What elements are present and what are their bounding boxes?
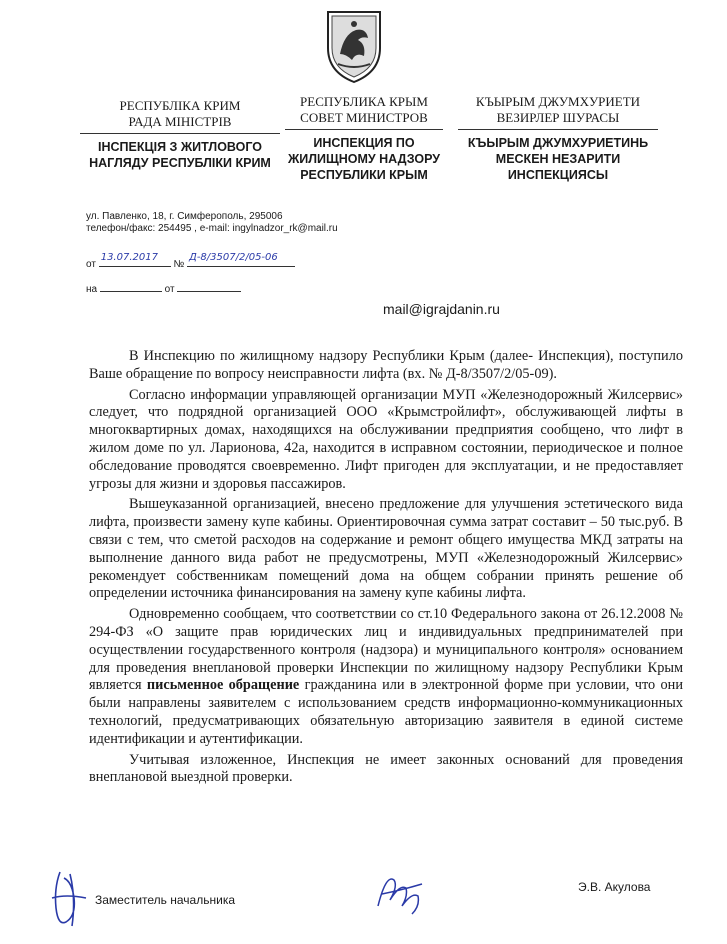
header-right-line2: ВЕЗИРЛЕР ШУРАСЫ xyxy=(496,110,620,125)
header-middle-line1: РЕСПУБЛИКА КРЫМ xyxy=(300,94,428,109)
header-left-inspection: ІНСПЕКЦІЯ З ЖИТЛОВОГО НАГЛЯДУ РЕСПУБЛІКИ КРИМ xyxy=(89,140,271,170)
ref-from2-label: от xyxy=(164,284,175,295)
ref-number-label: № xyxy=(173,259,185,270)
paragraph-2: Согласно информации управляющей организации МУП «Железнодорожный Жилсервис» следует, что подрядной организацией ООО «Крымстройлифт», обслуживающей лифты в многоквартирных домах, находящихся на обслуживании предприятия сообщено, что лифт в жилом доме по ул. Ларионова, 42а, находится в исправном состоянии, периодическое и полное обследование проводятся своевременно. Лифт пригоден для эксплуатации, и не предоставляет угрозы для жизни и здоровья пассажиров. xyxy=(89,386,683,492)
paragraph-4 xyxy=(89,606,683,748)
ref-from-label: от xyxy=(86,259,96,270)
address-line: ул. Павленко, 18, г. Симферополь, 295006 xyxy=(86,211,283,222)
blank-line xyxy=(100,281,162,292)
signatory-title: Заместитель начальника xyxy=(95,893,236,907)
header-right xyxy=(458,94,658,183)
header-middle xyxy=(285,94,443,183)
header-left-line2: РАДА МІНІСТРІВ xyxy=(128,114,232,129)
ref-on-label: на xyxy=(86,284,98,295)
header-left xyxy=(80,98,280,171)
ref-date: 13.07.2017 xyxy=(100,252,158,263)
letter-body xyxy=(89,348,683,790)
signatory-name: Э.В. Акулова xyxy=(578,880,651,894)
paragraph-4-text-a: Одновременно сообщаем, что соответствии со ст.10 Федерального закона от 26.12.2008 № 294-ФЗ «О защите прав юридических лиц и индивидуальных предпринимателей при осуществлении государственного контроля (надзора) и муниципального контроля» основанием для проведения внеплановой проверки Инспекции по жилищному надзору Республики Крым является xyxy=(89,606,683,694)
paragraph-5: Учитывая изложенное, Инспекция не имеет законных оснований для проведения внеплановой выездной проверки. xyxy=(89,751,683,786)
divider xyxy=(285,129,443,130)
paragraph-3: Вышеуказанной организацией, внесено предложение для улучшения эстетического вида лифта, произвести замену купе кабины. Ориентировочная сумма затрат составит – 50 тыс.руб. В связи с тем, что сметой расходов на содержание и ремонт общего имущества МКД затраты на выполнение данного вида работ не предусмотрены, МУП «Железнодорожный Жилсервис» рекомендует собственникам помещений дома на общем собрании принять решение об определении источника финансирования на замену купе кабины лифта. xyxy=(89,496,683,602)
crimea-coat-of-arms-icon xyxy=(322,8,386,84)
contacts-line: телефон/факс: 254495 , e-mail: ingylnadzor_rk@mail.ru xyxy=(86,223,338,234)
blank-line xyxy=(177,281,241,292)
ref-date-field xyxy=(99,252,171,267)
incoming-ref xyxy=(86,281,241,295)
paragraph-4-bold: письменное обращение xyxy=(146,677,300,694)
ref-number: Д-8/3507/2/05-06 xyxy=(189,252,278,263)
address-block xyxy=(86,211,338,235)
header-right-line1: КЪЫРЫМ ДЖУМХУРИЕТИ xyxy=(475,94,641,109)
ref-number-field xyxy=(187,252,295,267)
header-middle-line2: СОВЕТ МИНИСТРОВ xyxy=(300,110,428,125)
recipient-email: mail@igrajdanin.ru xyxy=(383,301,500,317)
header-middle-inspection: ИНСПЕКЦИЯ ПО ЖИЛИЩНОМУ НАДЗОРУ РЕСПУБЛИКИ КРЫМ xyxy=(287,136,441,182)
header-left-line1: РЕСПУБЛІКА КРИМ xyxy=(119,98,241,113)
divider xyxy=(80,133,280,134)
divider xyxy=(458,129,658,130)
handwritten-initials-icon xyxy=(46,868,92,930)
handwritten-signature-icon xyxy=(372,866,428,922)
paragraph-4-text-b: гражданина или в электронной форме при условии, что они были направлены заявителем с использованием средств информационно-коммуникационных технологий, предусматривающих обязательную авторизацию заявителя в единой системе идентификации и аутентификации. xyxy=(89,677,683,747)
header-right-inspection: КЪЫРЫМ ДЖУМХУРИЕТИНЬ МЕСКЕН НЕЗАРИТИ ИНСПЕКЦИЯСЫ xyxy=(467,136,649,182)
outgoing-ref xyxy=(86,252,295,270)
paragraph-1: В Инспекцию по жилищному надзору Республики Крым (далее- Инспекция), поступило Ваше обращение по вопросу неисправности лифта (вх. № Д-8/3507/2/05-09). xyxy=(89,348,683,382)
